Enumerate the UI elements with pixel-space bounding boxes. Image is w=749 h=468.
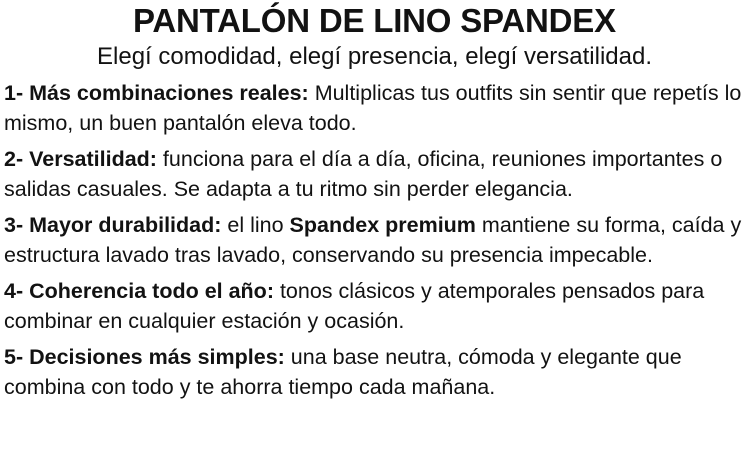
list-item-body-continued: mantiene su forma, caída y estructura lavado tras lavado, conservando su presencia impecable. (4, 213, 742, 267)
list-item-lead: 4- Coherencia todo el año: (4, 279, 274, 303)
list-item-lead: 1- Más combinaciones reales: (4, 81, 309, 105)
page-title: PANTALÓN DE LINO SPANDEX (133, 2, 616, 39)
list-item (4, 78, 745, 138)
list-item-body: una base neutra, cómoda y elegante que combina con todo y te ahorra tiempo cada mañana. (4, 345, 682, 399)
list-item (4, 144, 745, 204)
list-item-body: Multiplicas tus outfits sin sentir que repetís lo mismo, un buen pantalón eleva todo. (4, 81, 742, 135)
list-item-lead: 2- Versatilidad: (4, 147, 157, 171)
list-item (4, 342, 745, 402)
list-item-body: funciona para el día a día, oficina, reuniones importantes o salidas casuales. Se adapta a tu ritmo sin perder elegancia. (4, 147, 723, 201)
list-item-lead: 3- Mayor durabilidad: (4, 213, 222, 237)
document-page (0, 2, 749, 468)
list-item (4, 276, 745, 336)
list-item-lead: 5- Decisiones más simples: (4, 345, 285, 369)
list-item (4, 210, 745, 270)
list-item-body: tonos clásicos y atemporales pensados para combinar en cualquier estación y ocasión. (4, 279, 705, 333)
list-item-emphasis: Spandex premium (289, 213, 476, 237)
page-subtitle: Elegí comodidad, elegí presencia, elegí versatilidad. (97, 43, 652, 70)
list-item-body: el lino (221, 213, 290, 237)
